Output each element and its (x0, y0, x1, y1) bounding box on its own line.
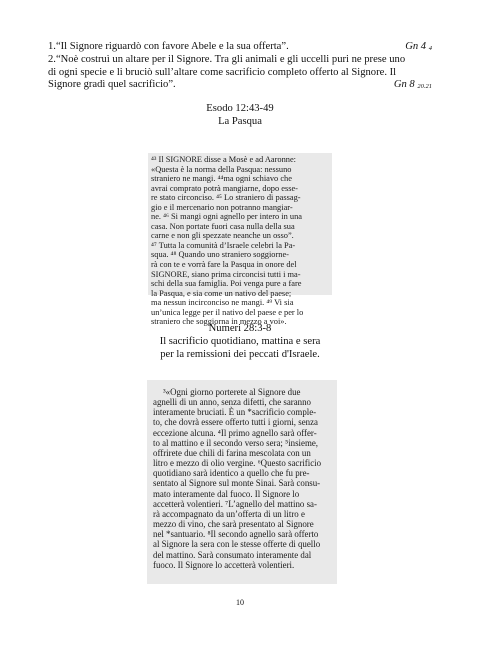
passage-line: gio e il mercenario non potranno mangiar- (151, 202, 293, 212)
passage-line: straniero che soggiorna in mezzo a voi». (151, 317, 287, 327)
passage-line: accetterà volentieri. ⁷L’agnello del mattino sa- (153, 498, 317, 509)
passage-line: sentato al Signore sul monte Sinai. Sarà consu- (153, 478, 321, 489)
passage-line: la Pasqua, e sia come un nativo del paese; (151, 288, 292, 298)
passage-line: to, che dovrà essere offerto tutti i giorni, senza (153, 417, 318, 428)
reference-genesis-8: Gn 8 $_{20.21}$ (393, 79, 432, 91)
passage-line: rà accompagnato da un’offerta di un litro e (153, 508, 305, 519)
numbers-passage (147, 380, 337, 584)
section-1-title: La Pasqua (218, 116, 262, 127)
intro-line-2c: Signore gradì quel sacrificio”. (48, 79, 176, 91)
passage-line: ⁴³ Il SIGNORE disse a Mosè e ad Aaronne: (151, 155, 296, 164)
passage-line: to al mattino e il secondo verso sera; ⁵insieme, (153, 437, 319, 448)
intro-line-2a: 2.“Noè costruì un altare per il Signore. Tra gli animali e gli uccelli puri ne prese uno (48, 54, 406, 65)
intro-line-2b: di ogni specie e li bruciò sull’altare come sacrificio completo offerto al Signore. Il (48, 66, 397, 78)
page-number: 10 (236, 598, 244, 607)
passage-line: fuoco. Il Signore lo accetterà volentieri. (153, 559, 295, 570)
passage-line: avrai comprato potrà mangiarne, dopo esse- (151, 183, 298, 193)
section-2-title-1: Il sacrificio quotidiano, mattina e sera (159, 336, 321, 347)
passage-line: casa. Non portate fuori casa nulla della sua (151, 221, 295, 231)
passage-line: litro e mezzo di olio vergine. ⁶Questo sacrificio (153, 458, 322, 469)
section-2-reference: Numeri 28:3-8 (208, 323, 272, 334)
passage-line: agnelli di un anno, senza difetti, che saranno (153, 397, 311, 408)
passage-line: «Questa è la norma della Pasqua: nessuno (151, 164, 292, 174)
passage-line: ⁴⁷ Tutta la comunità d’Israele celebri la Pa- (151, 240, 296, 250)
intro-line-1: 1.“Il Signore riguardò con favore Abele e la sua offerta”. (48, 41, 289, 52)
reference-genesis-4: Gn 4 $_4$ (405, 41, 432, 52)
passage-line: ³«Ogni giorno porterete al Signore due (163, 387, 301, 397)
passage-line: rà con te e vorrà fare la Pasqua in onore del (151, 260, 297, 270)
passage-line: quotidiano sarà identico a quello che fu pre- (153, 468, 310, 479)
passage-line: ma nessun incirconciso ne mangi. ⁴⁹ Vi sia (151, 298, 294, 308)
passage-line: ne. ⁴⁶ Si mangi ogni agnello per intero in una (151, 212, 302, 222)
passage-line: nel *santuario. ⁸Il secondo agnello sarà offerto (153, 529, 319, 540)
passage-line: del mattino. Sarà consumato interamente dal (153, 549, 312, 560)
passage-line: re stato circonciso. ⁴⁵ Lo straniero di passag- (151, 193, 301, 203)
exodus-passage (148, 153, 332, 327)
passage-line: mato interamente dal fuoco. Il Signore lo (153, 488, 300, 499)
passage-line: offrirete due chili di farina mescolata con un (153, 447, 311, 458)
passage-line: straniero ne mangi. ⁴⁴ma ogni schiavo che (151, 174, 292, 184)
passage-line: schi della sua famiglia. Poi venga pure a fare (151, 279, 302, 289)
passage-line: squa. ⁴⁸ Quando uno straniero soggiorne- (151, 250, 289, 260)
passage-line: eccezione alcuna. ⁴Il primo agnello sarà offer- (153, 427, 317, 438)
passage-line: al Signore la sera con le stesse offerte di quello (153, 539, 321, 550)
passage-line: carne e non gli spezzate neanche un osso”. (151, 231, 294, 241)
passage-line: SIGNORE, siano prima circoncisi tutti i ma- (151, 269, 301, 279)
passage-line: interamente bruciati. È un *sacrificio comple- (153, 407, 317, 418)
section-2-title-2: per la remissioni dei peccati d'Israele. (160, 349, 320, 360)
passage-line: un’unica legge per il nativo del paese e per lo (151, 307, 304, 317)
passage-line: mezzo di vino, che sarà presentato al Signore (153, 519, 314, 530)
section-1-reference: Esodo 12:43-49 (206, 103, 274, 114)
